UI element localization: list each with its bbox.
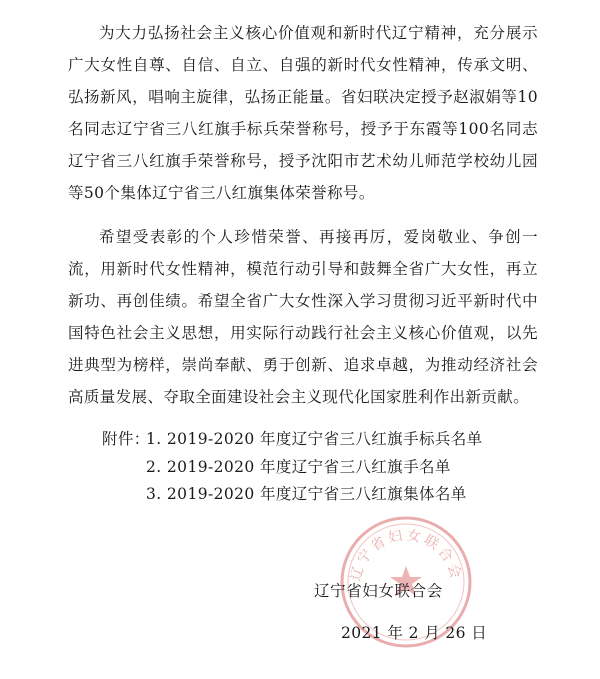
document-date: 2021 年 2 月 26 日 (341, 624, 488, 642)
attachment-item-2: 2. 2019-2020 年度辽宁省三八红旗手名单 (146, 458, 451, 476)
attachment-item-1: 1. 2019-2020 年度辽宁省三八红旗手标兵名单 (146, 430, 483, 448)
body-paragraph-1: 为大力弘扬社会主义核心价值观和新时代辽宁精神，充分展示广大女性自尊、自信、自立、自强的新时代女性精神，传承文明、弘扬新风，唱响主旋律，弘扬正能量。省妇联决定授予赵淑娟等10名同志辽宁省三八红旗手标兵荣誉称号，授予于东霞等100名同志辽宁省三八红旗手荣誉称号，授予沈阳市艺术幼儿师范学校幼儿园等50个集体辽宁省三八红旗集体荣誉称号。 (68, 24, 538, 202)
seal-text: 辽宁省妇女联合会 (347, 527, 465, 583)
body-paragraph-2: 希望受表彰的个人珍惜荣誉、再接再厉，爱岗敬业、争创一流，用新时代女性精神，模范行动引导和鼓舞全省广大女性，再立新功、再创佳绩。希望全省广大女性深入学习贯彻习近平新时代中国特色社会主义思想，用实际行动践行社会主义核心价值观，以先进典型为榜样，崇尚奉献、勇于创新、追求卓越，为推动经济社会高质量发展、夺取全面建设社会主义现代化国家胜利作出新贡献。 (68, 228, 538, 406)
signer-organization: 辽宁省妇女联合会 (314, 582, 443, 600)
attachments-label: 附件： (102, 430, 150, 448)
attachment-item-3: 3. 2019-2020 年度辽宁省三八红旗集体名单 (146, 485, 467, 503)
